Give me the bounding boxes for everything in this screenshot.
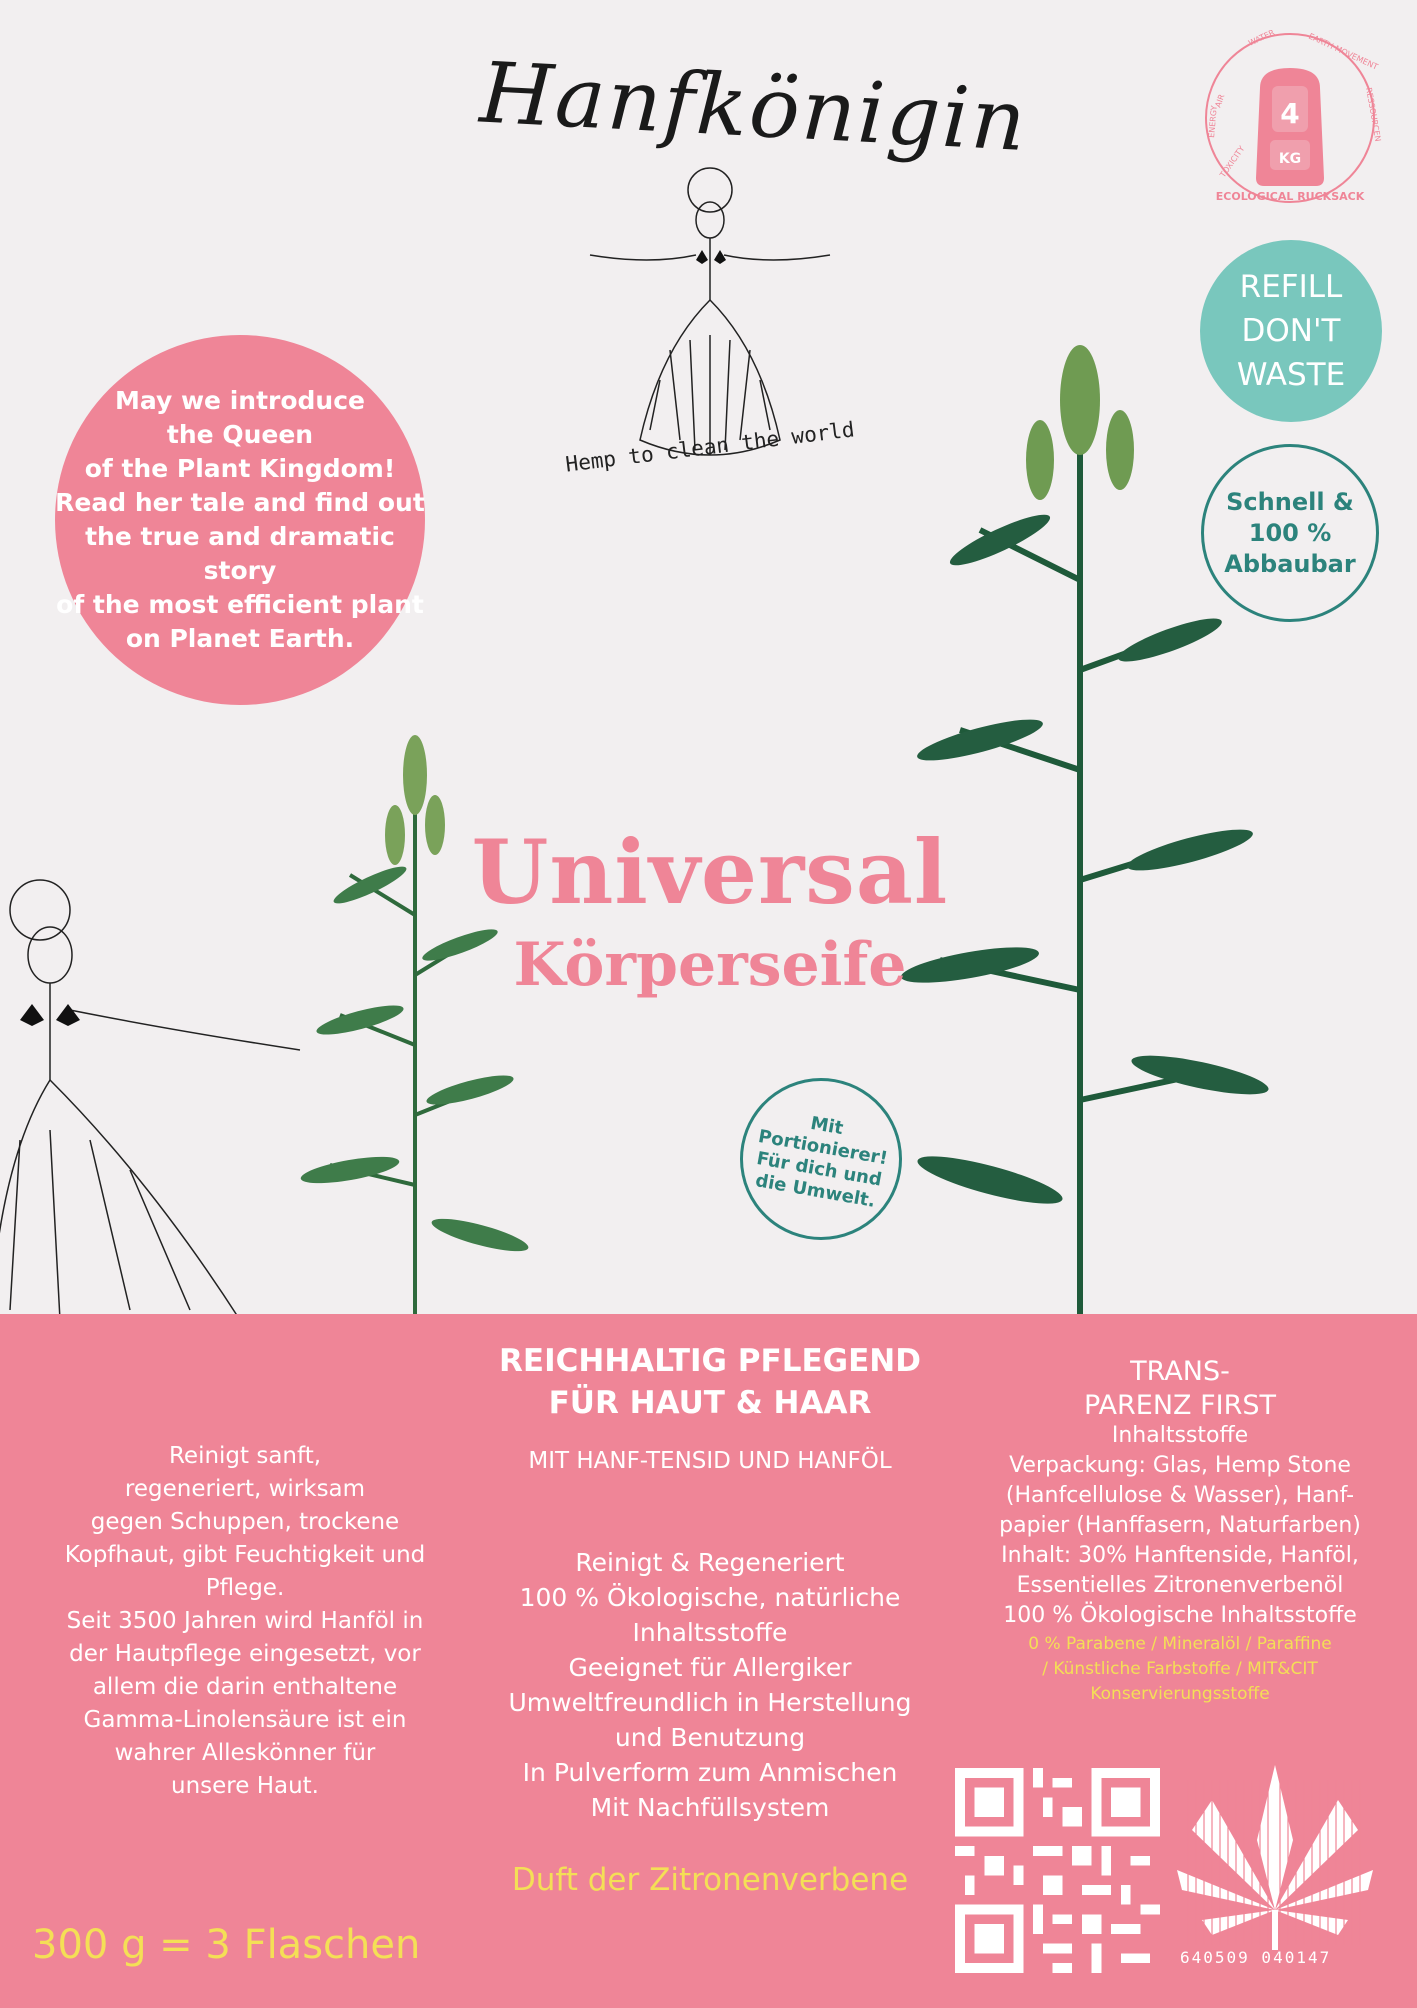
benefits-text: Reinigt sanft, regeneriert, wirksam gegen Schuppen, trockene Kopfhaut, gibt Feuchtigkeit und Pflege. Seit 3500 Jahren wird Hanföl in der Hautpflege eingesetzt, vor allem die darin enthaltene Gamma-Linolensäure ist ein wahrer Alleskönner für unsere Haut.: [64, 1443, 426, 1799]
badge-ring-water: WATER: [1247, 27, 1277, 48]
intro-bubble: [55, 335, 425, 705]
badge-number: 4: [1280, 97, 1300, 130]
product-title-line1: Universal: [471, 820, 949, 924]
portioner-badge: [727, 1065, 915, 1253]
badge-ring-air: AIR: [1213, 93, 1227, 109]
badge-label: ECOLOGICAL RUCKSACK: [1215, 190, 1365, 203]
weight-label: 300 g = 3 Flaschen: [32, 1922, 421, 1968]
ecological-rucksack-badge: [1200, 27, 1383, 208]
ingredients-text: Inhaltsstoffe Verpackung: Glas, Hemp Stone (Hanfcellulose & Wasser), Hanf- papier (Hanffasern, Naturfarben) Inhalt: 30% Hanftenside, Hanföl, Essentielles Zitronenverbenöl 100 % Ökologische Inhaltsstoffe: [999, 1423, 1361, 1628]
brand-tagline: Hemp to clean the world: [564, 417, 856, 477]
portioner-badge-text: Mit Portionierer! Für dich und die Umwelt.: [753, 1112, 890, 1212]
queen-side-illustration-icon: [0, 880, 320, 1320]
product-title-line2: Körperseife: [513, 930, 907, 1000]
feature-list: Reinigt & Regeneriert 100 % Ökologische, natürliche Inhaltsstoffe Geeignet für Allergiker Umweltfreundlich in Herstellung und Benutzung In Pulverform zum Anmischen Mit Nachfüllsystem: [508, 1548, 912, 1822]
badge-ring-earth-movement: EARTH MOVEMENT: [1307, 31, 1380, 72]
barcode-number: 640509 040147: [1180, 1948, 1332, 1967]
exclusions-text: 0 % Parabene / Mineralöl / Paraffine / Künstliche Farbstoffe / MIT&CIT Konservierungsstoffe: [1028, 1634, 1332, 1704]
refill-badge-text: REFILL DON'T WASTE: [1236, 269, 1346, 393]
badge-ring-toxicity: TOXICITY: [1218, 144, 1247, 180]
headline: REICHHALTIG PFLEGEND FÜR HAUT & HAAR: [499, 1343, 921, 1421]
degradable-badge-text: Schnell & 100 % Abbaubar: [1224, 487, 1356, 578]
leaf-barcode-icon: [1168, 1760, 1382, 1965]
scent-label: Duft der Zitronenverbene: [511, 1862, 909, 1898]
badge-unit: KG: [1278, 151, 1302, 167]
intro-bubble-text: May we introduce the Queen of the Plant Kingdom! Read her tale and find out the true and dramatic story of the most efficient plant on Planet Earth.: [55, 386, 425, 653]
badge-ring-ressourcen: RESSOURCEN: [1364, 86, 1383, 143]
transparency-heading: TRANS- PARENZ FIRST: [1083, 1356, 1276, 1421]
subline: MIT HANF-TENSID UND HANFÖL: [528, 1448, 892, 1474]
qr-code-icon: [955, 1768, 1160, 1973]
badge-ring-energy: ENERGY: [1207, 105, 1219, 139]
hemp-plant-small-icon: [290, 715, 540, 1315]
brand-logo-text: Hanfkönigin: [477, 43, 1030, 171]
